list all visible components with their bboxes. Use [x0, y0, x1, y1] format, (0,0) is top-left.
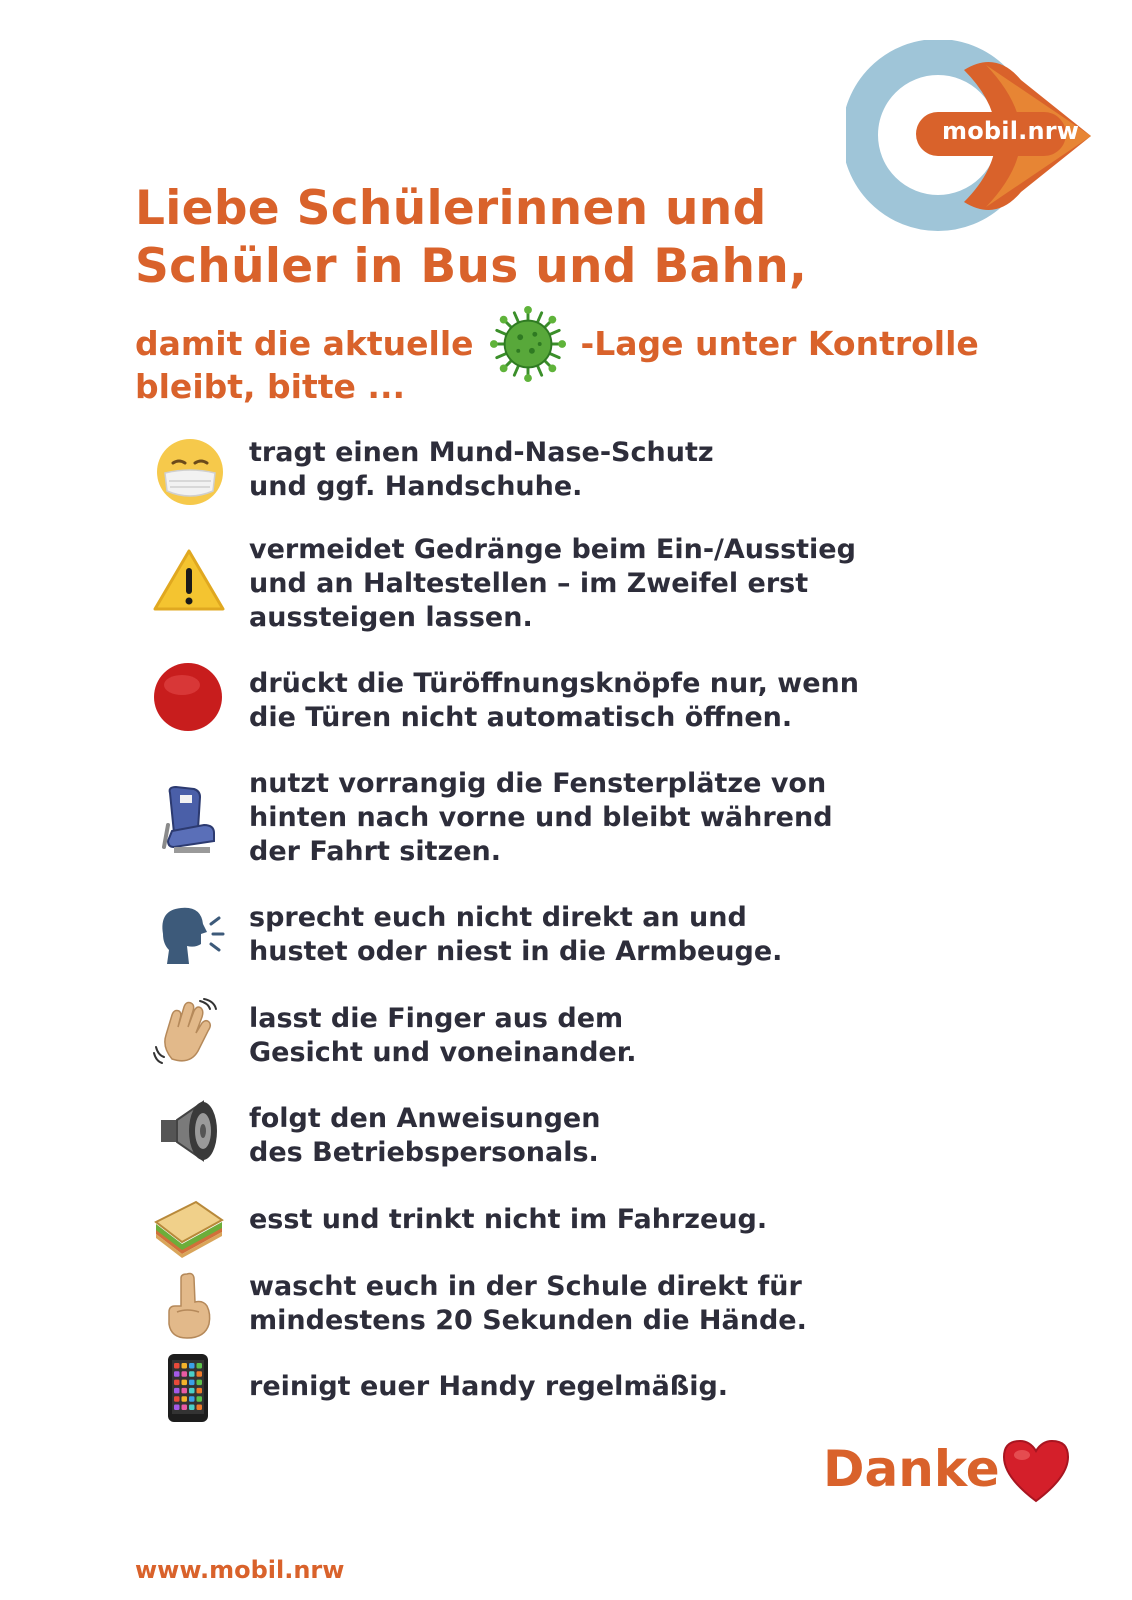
title-line-1: Liebe Schülerinnen und: [135, 181, 767, 236]
face-mask-icon: [155, 437, 225, 507]
rule-item-1: tragt einen Mund-Nase-Schutz und ggf. Handschuhe.: [249, 437, 714, 502]
subtitle-text-before: damit die aktuelle: [135, 324, 474, 363]
thanks-text: Danke: [823, 1440, 1000, 1498]
waving-hand-icon: [152, 997, 226, 1069]
subtitle-line-2: bleibt, bitte ...: [135, 367, 406, 406]
rule-item-4: nutzt vorrangig die Fensterplätze von hinten nach vorne und bleibt während der Fahrt sitzen.: [249, 768, 833, 867]
rule-item-3: drückt die Türöffnungsknöpfe nur, wenn die Türen nicht automatisch öffnen.: [249, 668, 859, 733]
rule-item-6: lasst die Finger aus dem Gesicht und voneinander.: [249, 1003, 637, 1068]
logo-text: mobil.nrw: [942, 117, 1080, 145]
virus-icon: [489, 305, 567, 383]
warning-icon: [153, 548, 225, 612]
rule-item-7: folgt den Anweisungen des Betriebspersonals.: [249, 1103, 601, 1168]
page-title: [135, 180, 807, 296]
speaker-icon: [155, 1098, 225, 1164]
speaking-head-icon: [155, 904, 225, 966]
rule-item-10: reinigt euer Handy regelmäßig.: [249, 1371, 729, 1402]
title-line-2: Schüler in Bus und Bahn,: [135, 239, 808, 294]
seat-icon: [160, 785, 220, 857]
website-link[interactable]: www.mobil.nrw: [135, 1556, 345, 1584]
rule-item-9: wascht euch in der Schule direkt für mindestens 20 Sekunden die Hände.: [249, 1271, 807, 1336]
rule-item-5: sprecht euch nicht direkt an und hustet oder niest in die Armbeuge.: [249, 902, 783, 967]
red-circle-icon: [152, 661, 224, 733]
sandwich-icon: [152, 1198, 226, 1258]
subtitle-text-after: -Lage unter Kontrolle: [580, 324, 979, 363]
subtitle: [135, 322, 979, 408]
rule-item-2: vermeidet Gedränge beim Ein-/Ausstieg und an Haltestellen – im Zweifel erst aussteigen lassen.: [249, 534, 856, 633]
heart-icon: [1000, 1437, 1072, 1505]
mobile-phone-icon: [166, 1352, 210, 1424]
rule-item-8: esst und trinkt nicht im Fahrzeug.: [249, 1204, 768, 1235]
pointing-finger-icon: [163, 1270, 213, 1340]
